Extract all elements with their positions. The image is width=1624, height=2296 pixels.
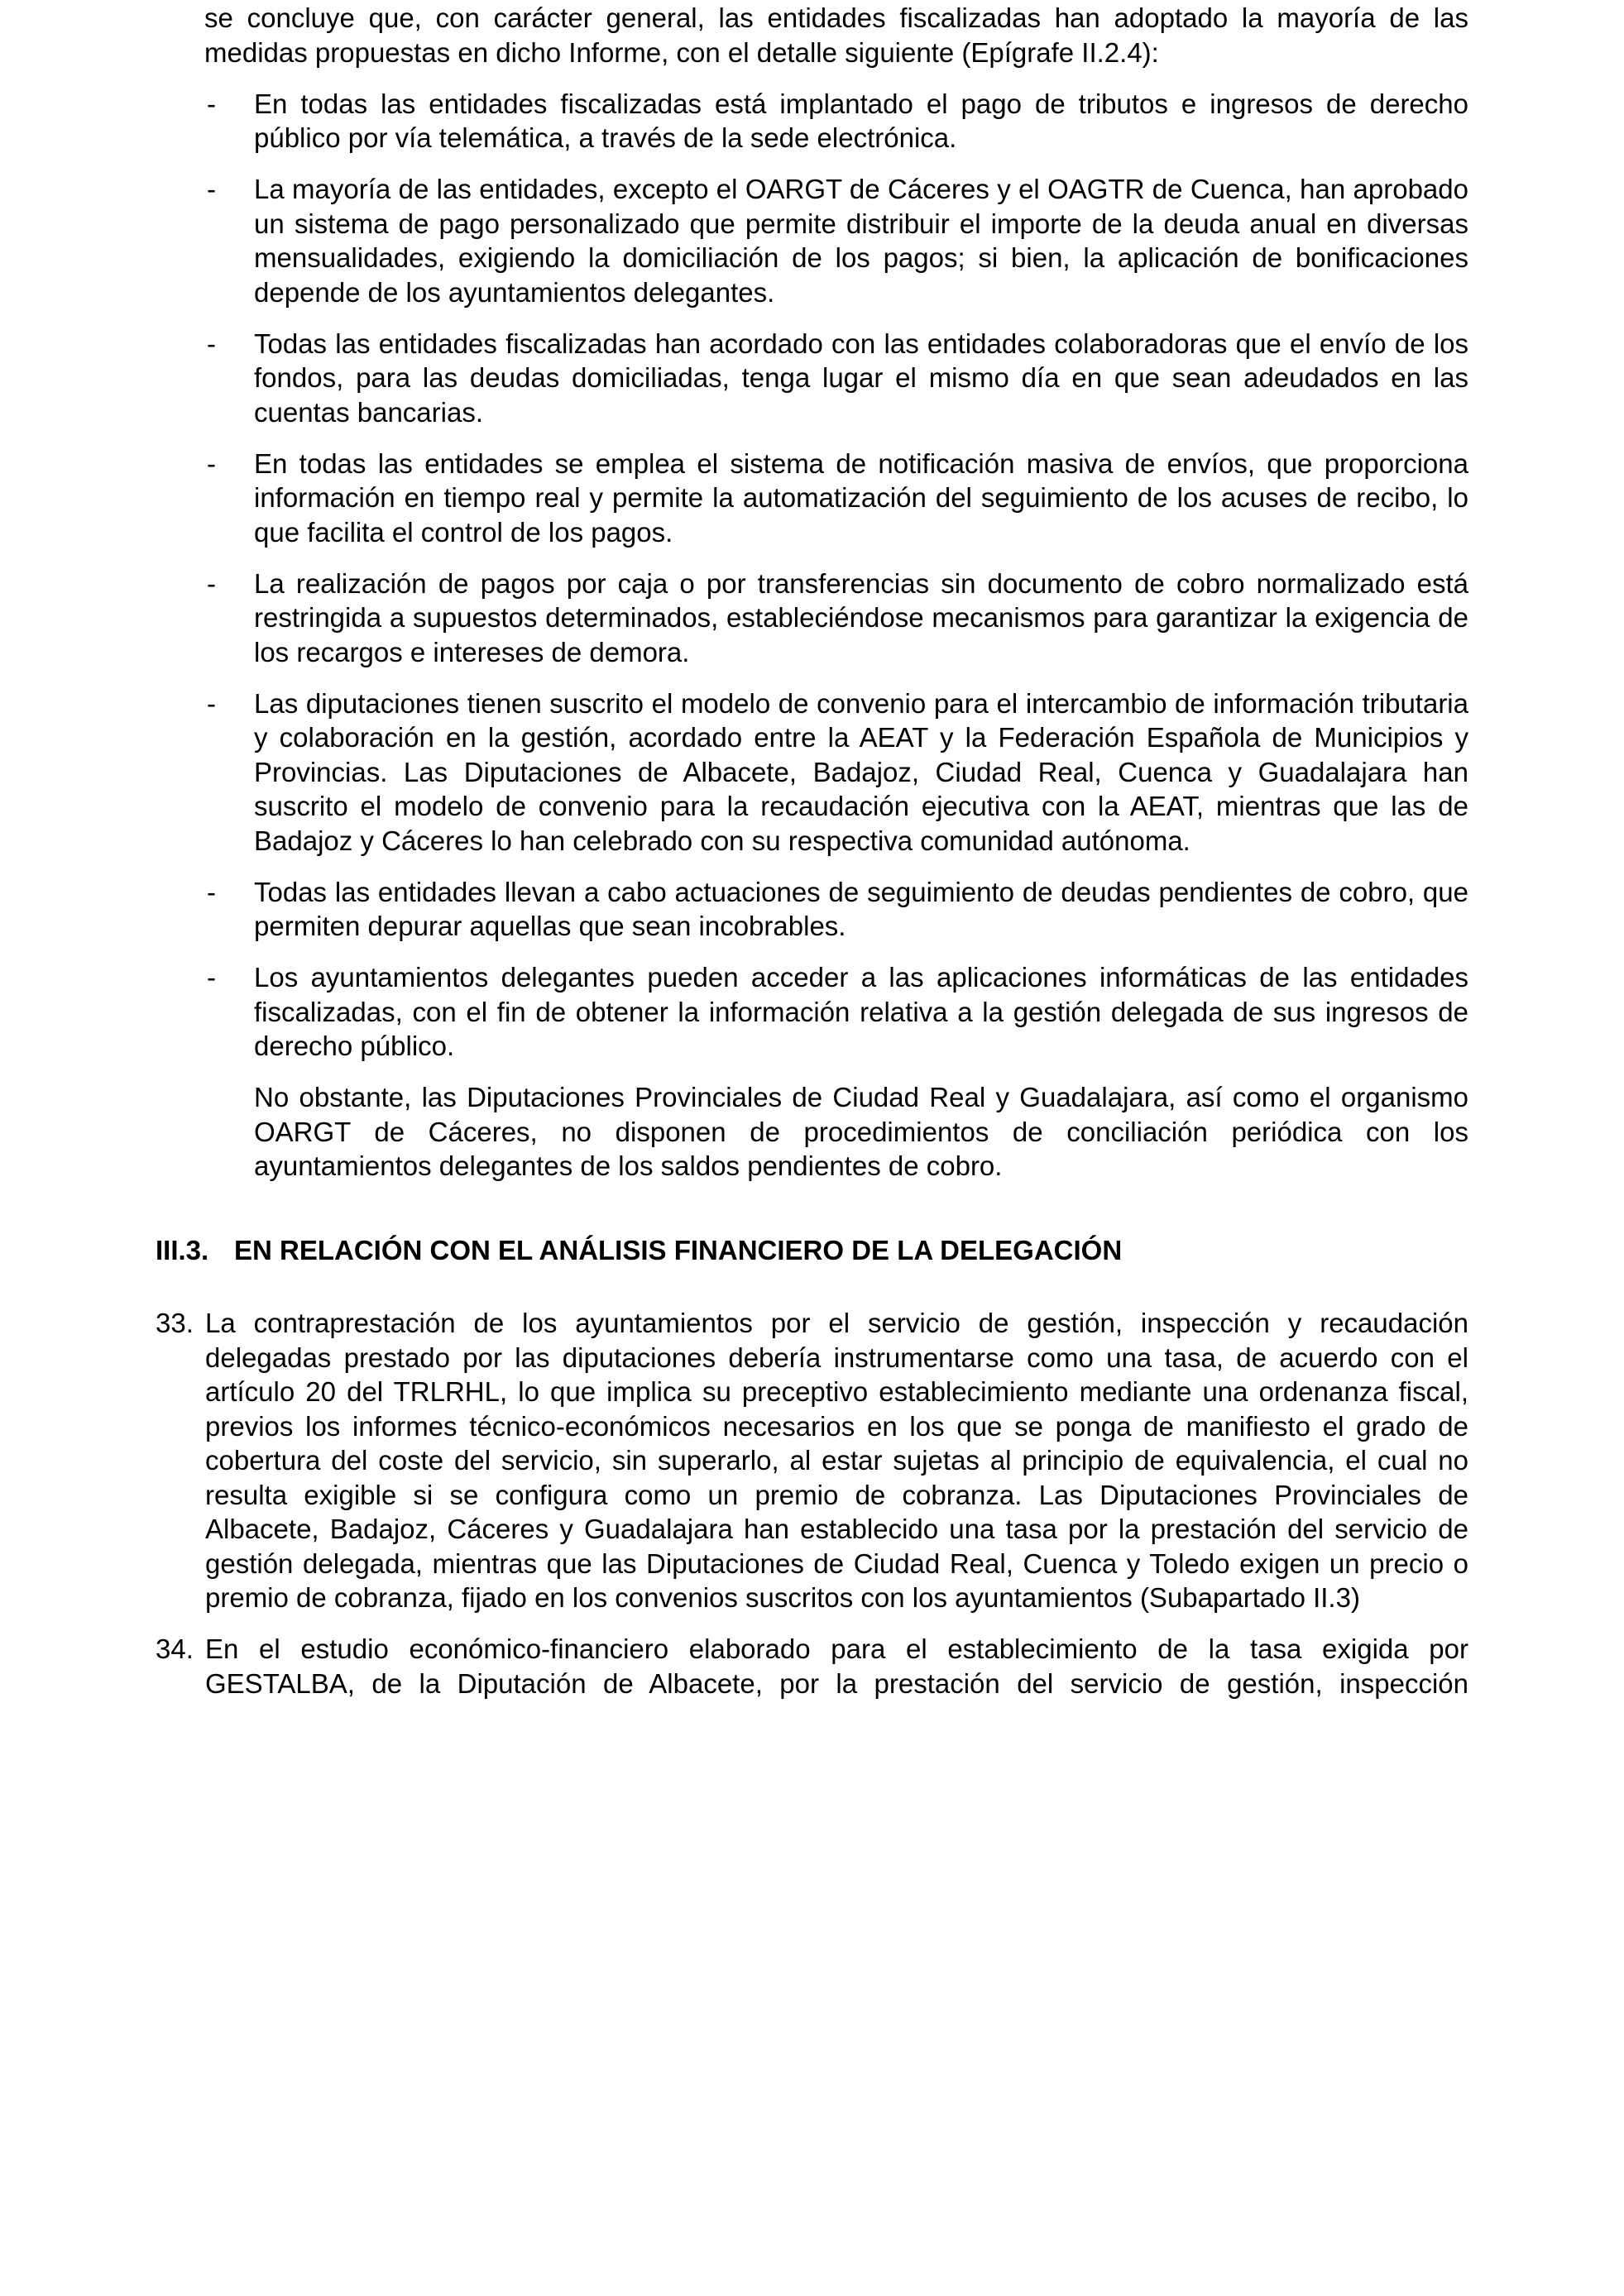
section-heading xyxy=(156,1233,1624,1268)
bullet-item xyxy=(207,960,1468,1064)
bullet-text: Todas las entidades fiscalizadas han acordado con las entidades colaboradoras que el envío de los fondos, para las deudas domiciliadas, tenga lugar el mismo día en que sean adeudados en las cuentas bancarias. xyxy=(254,328,1468,428)
dash-bullet-icon: - xyxy=(207,687,216,719)
dash-bullet-icon: - xyxy=(207,88,216,119)
paragraph-number: 34. xyxy=(156,1634,194,1664)
dash-bullet-icon: - xyxy=(207,567,216,599)
bullet-text: En todas las entidades se emplea el sistema de notificación masiva de envíos, que proporciona información en tiempo real y permite la automatización del seguimiento de los acuses de recibo, lo que facilita el control de los pagos. xyxy=(254,447,1468,548)
numbered-paragraph-34 xyxy=(156,1632,1468,1700)
bullet-item xyxy=(207,875,1468,944)
bullet-item xyxy=(207,447,1468,550)
paragraph-number: 33. xyxy=(156,1308,194,1338)
dash-bullet-icon: - xyxy=(207,876,216,907)
note-paragraph: No obstante, las Diputaciones Provinciales de Ciudad Real y Guadalajara, así como el organismo OARGT de Cáceres, no disponen de procedimientos de conciliación periódica con los ayuntamientos delegantes de los saldos pendientes de cobro. xyxy=(254,1082,1468,1181)
bullet-item xyxy=(207,87,1468,155)
bullet-item xyxy=(207,172,1468,309)
bullet-text: La mayoría de las entidades, excepto el OARGT de Cáceres y el OAGTR de Cuenca, han aprobado un sistema de pago personalizado que permite distribuir el importe de la deuda anual en diversas mensualidades, exigiendo la domiciliación de los pagos; si bien, la aplicación de bonificaciones depende de los ayuntamientos delegantes. xyxy=(254,174,1468,308)
bullet-item xyxy=(207,567,1468,670)
dash-bullet-icon: - xyxy=(207,174,216,204)
intro-paragraph: se concluye que, con carácter general, las entidades fiscalizadas han adoptado la mayoría de las medidas propuestas en dicho Informe, con el detalle siguiente (Epígrafe II.2.4): xyxy=(204,2,1468,68)
bullet-text: Las diputaciones tienen suscrito el modelo de convenio para el intercambio de información tributaria y colaboración en la gestión, acordado entre la AEAT y la Federación Española de Municipios y Provincias. Las Diputaciones de Albacete, Badajoz, Ciudad Real, Cuenca y Guadalajara han suscrito el modelo de convenio para la recaudación ejecutiva con la AEAT, mientras que las de Badajoz y Cáceres lo han celebrado con su respectiva comunidad autónoma. xyxy=(254,687,1468,856)
bullet-text: La realización de pagos por caja o por transferencias sin documento de cobro normalizado está restringida a supuestos determinados, estableciéndose mecanismos para garantizar la exigencia de los recargos e intereses de demora. xyxy=(254,567,1468,667)
bullet-item xyxy=(207,686,1468,859)
dash-bullet-icon: - xyxy=(207,962,216,993)
bullet-item xyxy=(207,327,1468,430)
bullet-text: Todas las entidades llevan a cabo actuaciones de seguimiento de deudas pendientes de cobro, que permiten depurar aquellas que sean incobrables. xyxy=(254,876,1468,941)
dash-bullet-icon: - xyxy=(207,328,216,359)
section-number: III.3. xyxy=(156,1235,209,1265)
bullet-text: Los ayuntamientos delegantes pueden acceder a las aplicaciones informáticas de las entidades fiscalizadas, con el fin de obtener la información relativa a la gestión delegada de sus ingresos de derecho público. xyxy=(254,962,1468,1061)
paragraph-text: La contraprestación de los ayuntamientos por el servicio de gestión, inspección y recaudación delegadas prestado por las diputaciones debería instrumentarse como una tasa, de acuerdo con el artículo 20 del TRLRHL, lo que implica su preceptivo establecimiento mediante una ordenanza fiscal, previos los informes técnico-económicos necesarios en los que se ponga de manifiesto el grado de cobertura del coste del servicio, sin superarlo, al estar sujetas al principio de equivalencia, el cual no resulta exigible si se configura como un premio de cobranza. Las Diputaciones Provinciales de Albacete, Badajoz, Cáceres y Guadalajara han establecido una tasa por la prestación del servicio de gestión delegada, mientras que las Diputaciones de Ciudad Real, Cuenca y Toledo exigen un precio o premio de cobranza, fijado en los convenios suscritos con los ayuntamientos (Subapartado II.3) xyxy=(205,1308,1468,1613)
section-title: EN RELACIÓN CON EL ANÁLISIS FINANCIERO DE LA DELEGACIÓN xyxy=(234,1235,1123,1265)
numbered-paragraph-33 xyxy=(156,1306,1468,1615)
bullet-text: En todas las entidades fiscalizadas está implantado el pago de tributos e ingresos de derecho público por vía telemática, a través de la sede electrónica. xyxy=(254,88,1468,153)
document-page xyxy=(0,1,1624,1700)
dash-bullet-icon: - xyxy=(207,447,216,479)
paragraph-text: En el estudio económico-financiero elaborado para el establecimiento de la tasa exigida por GESTALBA, de la Diputación de Albacete, por la prestación del servicio de gestión, inspección xyxy=(205,1634,1468,1699)
